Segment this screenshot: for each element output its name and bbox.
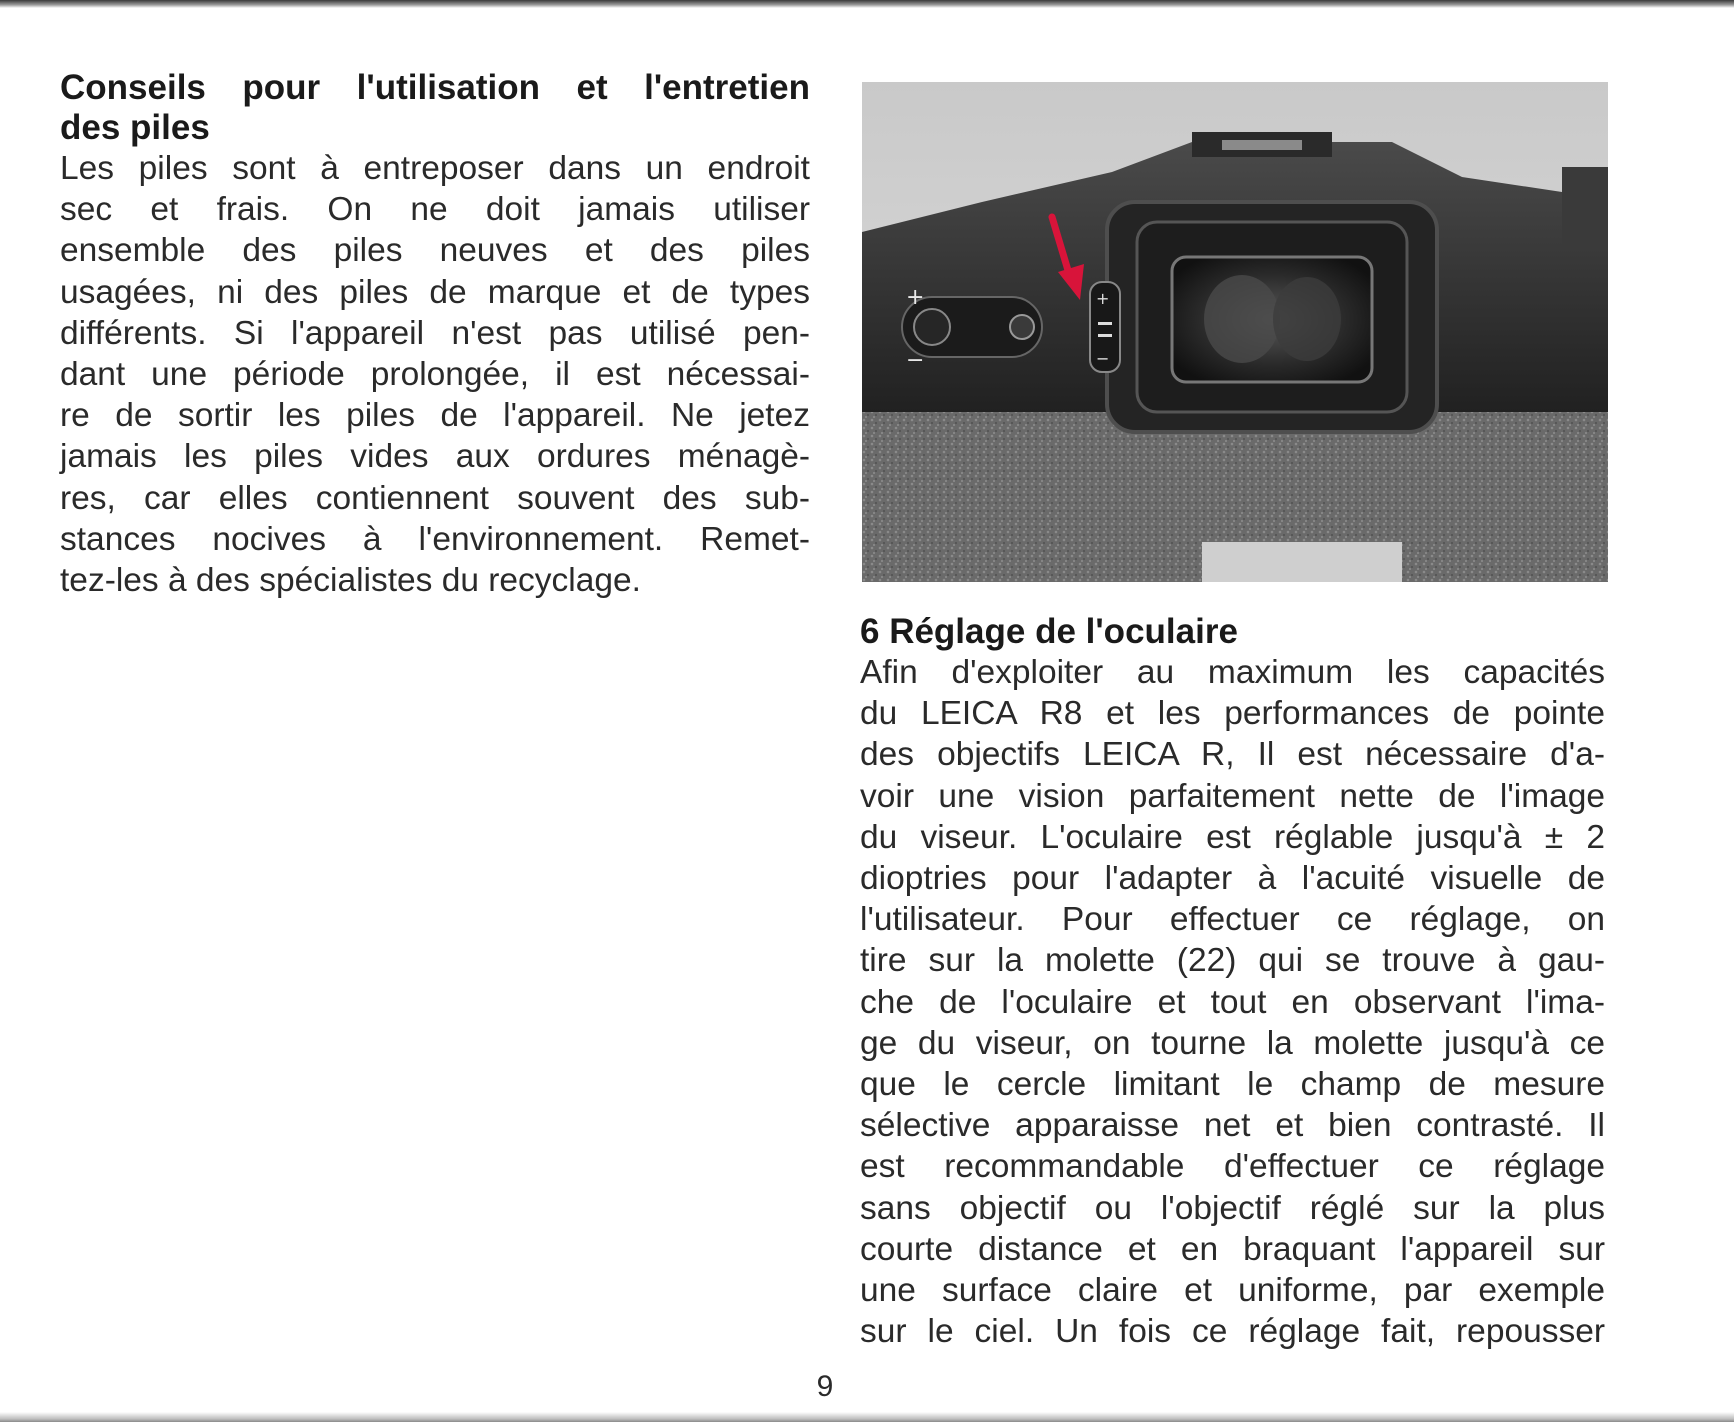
- scan-top-edge: [0, 0, 1734, 8]
- text-line: l'utilisateur. Pour effectuer ce réglage, on: [860, 901, 1605, 939]
- slider-screw: [1010, 315, 1034, 339]
- slider-knob: [914, 309, 950, 345]
- text-line: Les piles sont à entreposer dans un endroit: [60, 150, 810, 187]
- text-line: usagées, ni des piles de marque et de types: [60, 273, 810, 311]
- text-line: stances nocives à l'environnement. Remet-: [60, 520, 810, 558]
- text-line: voir une vision parfaitement nette de l'image: [860, 777, 1605, 815]
- text-line: dioptries pour l'adapter à l'acuité visuelle de: [860, 860, 1605, 898]
- text-line: différents. Si l'appareil n'est pas utilisé pen-: [60, 314, 810, 352]
- page-number: 9: [816, 1370, 834, 1403]
- scan-bottom-edge: [0, 1412, 1734, 1422]
- text-line: ge du viseur, on tourne la molette jusqu'à ce: [860, 1024, 1605, 1062]
- text-line: res, car elles contiennent souvent des sub-: [60, 479, 810, 517]
- text-line: jamais les piles vides aux ordures ménagè-: [60, 438, 810, 476]
- text-line: sans objectif ou l'objectif réglé sur la plus: [860, 1189, 1605, 1227]
- text-line: tez-les à des spécialistes du recyclage.: [60, 562, 641, 600]
- text-line: du LEICA R8 et les performances de pointe: [860, 695, 1605, 733]
- battery-care-section: [60, 68, 810, 601]
- battery-care-paragraph: [60, 148, 810, 601]
- camera-eyepiece-photo: [862, 82, 1608, 582]
- heading-line: Conseils pour l'utilisation et l'entretien: [60, 68, 810, 107]
- text-line: que le cercle limitant le champ de mesure: [860, 1066, 1605, 1104]
- lcd-window: [1202, 542, 1402, 582]
- text-line: sec et frais. On ne doit jamais utiliser: [60, 191, 810, 229]
- text-line: sur le ciel. Un fois ce réglage fait, repousser: [860, 1313, 1605, 1351]
- eyepiece-adjustment-section: [860, 612, 1605, 1352]
- slider-plus-icon: +: [906, 285, 925, 310]
- text-line: est recommandable d'effectuer ce réglage: [860, 1148, 1605, 1186]
- heading-line: des piles: [60, 108, 210, 147]
- camera-right-edge: [1562, 167, 1608, 247]
- text-line: courte distance et en braquant l'appareil sur: [860, 1230, 1605, 1268]
- text-line: sélective apparaisse net et bien contrasté. Il: [860, 1107, 1605, 1145]
- text-line: re de sortir les piles de l'appareil. Ne jetez: [60, 397, 810, 435]
- camera-illustration: [862, 82, 1608, 582]
- dial-plus-icon: +: [1096, 289, 1110, 308]
- text-line: des objectifs LEICA R, Il est nécessaire d'a-: [860, 736, 1605, 774]
- dial-minus-icon: −: [1096, 349, 1110, 368]
- eyepiece-adjustment-paragraph: [860, 652, 1605, 1352]
- text-line: tire sur la molette (22) qui se trouve à gau-: [860, 942, 1605, 980]
- text-line: du viseur. L'oculaire est réglable jusqu'à ± 2: [860, 818, 1605, 856]
- eyepiece-adjustment-heading: 6 Réglage de l'oculaire: [860, 612, 1238, 651]
- text-line: che de l'oculaire et tout en observant l'ima-: [860, 983, 1605, 1021]
- slider-minus-icon: −: [906, 348, 925, 373]
- hot-shoe-contacts: [1222, 140, 1302, 150]
- text-line: Afin d'exploiter au maximum les capacités: [860, 654, 1605, 691]
- battery-care-heading: [60, 68, 810, 148]
- text-line: dant une période prolongée, il est nécessai-: [60, 356, 810, 394]
- text-line: ensemble des piles neuves et des piles: [60, 232, 810, 270]
- text-line: une surface claire et uniforme, par exemple: [860, 1272, 1605, 1310]
